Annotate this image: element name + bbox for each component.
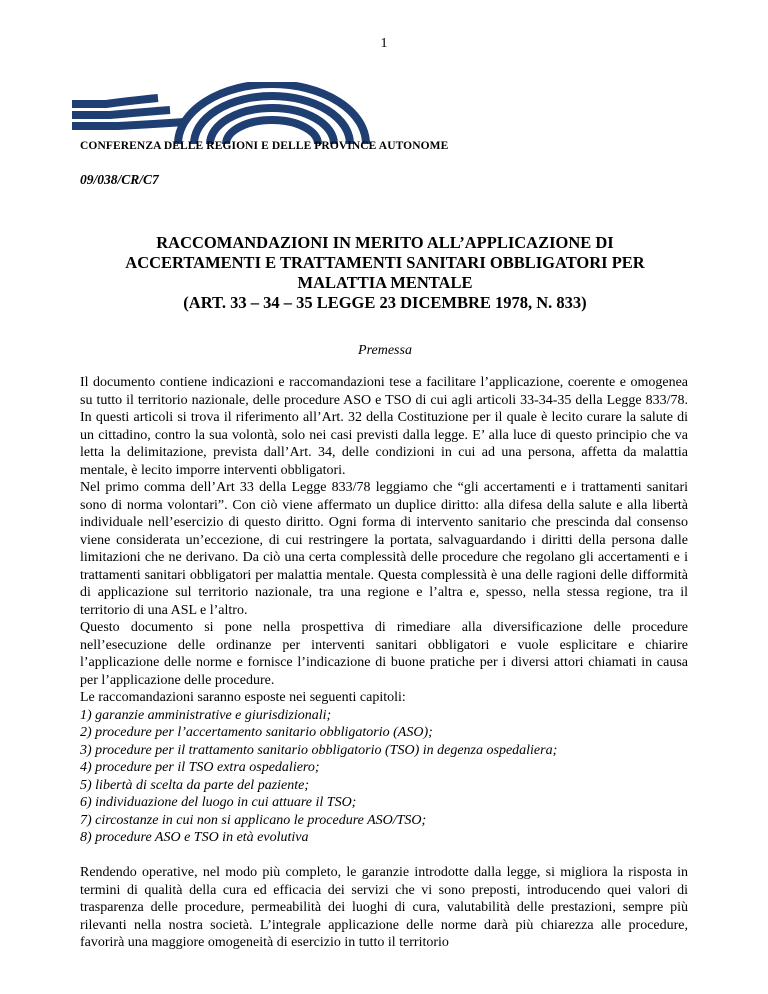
paragraph: Nel primo comma dell’Art 33 della Legge 833/78 leggiamo che “gli accertamenti e i trattamenti sanitari sono di norma volontari”. Con ciò viene affermato un duplice diritto: alla difesa della salute e alla libertà individuale nell’esercizio di questo diritto. Ogni forma di intervento sanitario che prescinda dal consenso viene considerata un’eccezione, di cui restringere la portata, salvaguardando i diritti della persona dalle limitazioni che ne derivano. Da ciò una certa complessità delle procedure che regolano gli accertamenti e i trattamenti sanitari obbligatori per malattia mentale. Questa complessità è una delle ragioni delle difformità di applicazione sul territorio nazionale, tra una regione e l’altra e, spesso, nella stessa regione, tra il territorio di una ASL e l’altro.	[80, 480, 688, 618]
closing-paragraph: Rendendo operative, nel modo più completo, le garanzie introdotte dalla legge, si migliora la risposta in termini di qualità della cura ed efficacia dei servizi che vi sono preposti, introducendo quei valori di trasparenza delle procedure, permeabilità dei luoghi di cura, valutabilità delle prestazioni, sempre più rilevanti nella nostra società. L’integrale applicazione delle norme darà più chiarezza alle procedure, favorirà una maggiore omogeneità di esercizio in tutto il territorio	[80, 865, 688, 950]
chapter-item: 1) garanzie amministrative e giurisdizionali;	[80, 707, 332, 723]
chapter-item: 8) procedure ASO e TSO in età evolutiva	[80, 830, 309, 845]
chapter-item: 7) circostanze in cui non si applicano le procedure ASO/TSO;	[80, 812, 427, 828]
title-line: (ART. 33 – 34 – 35 LEGGE 23 DICEMBRE 1978, N. 833)	[183, 293, 587, 312]
paragraph: Il documento contiene indicazioni e raccomandazioni tese a facilitare l’applicazione, coerente e omogenea su tutto il territorio nazionale, delle procedure ASO e TSO di cui agli articoli 33-34-35 della Legge 833/78. In questi articoli si trova il riferimento all’Art. 32 della Costituzione per il quale è lecito curare la salute di un cittadino, contro la sua volontà, solo nei casi previsti dalla legge. E’ alla luce di questo principio che va letta la delimitazione, prevista dall’Art. 34, delle condizioni in cui ad una persona, affetta da malattia mentale, è lecito imporre interventi obbligatori.	[80, 375, 688, 478]
chapter-list	[80, 707, 688, 847]
title-line: ACCERTAMENTI E TRATTAMENTI SANITARI OBBLIGATORI PER	[125, 253, 645, 272]
paragraph-spacer	[80, 847, 688, 865]
page-number: 1	[380, 36, 388, 51]
chapter-item: 3) procedure per il trattamento sanitario obbligatorio (TSO) in degenza ospedaliera;	[80, 742, 558, 758]
section-title: Premessa	[358, 343, 412, 358]
chapter-item: 2) procedure per l’accertamento sanitario obbligatorio (ASO);	[80, 725, 433, 740]
arc-stripes-logo-icon	[66, 82, 416, 144]
organization-name: CONFERENZA DELLE REGIONI E DELLE PROVINCE AUTONOME	[80, 140, 449, 152]
chapter-item: 4) procedure per il TSO extra ospedaliero;	[80, 760, 320, 775]
document-code: 09/038/CR/C7	[80, 172, 159, 187]
chapter-item: 6) individuazione del luogo in cui attuare il TSO;	[80, 795, 357, 810]
paragraph: Questo documento si pone nella prospettiva di rimediare alla diversificazione delle procedure nell’esecuzione delle ordinanze per interventi sanitari obbligatori e vuole esplicitare e chiarire l’applicazione delle norme e fornisce l’indicazione di buone pratiche per i diversi attori chiamati in causa per l’applicazione delle procedure.	[80, 620, 688, 688]
document-title	[80, 233, 690, 313]
document-body	[80, 374, 688, 952]
paragraph: Le raccomandazioni saranno esposte nei seguenti capitoli:	[80, 690, 406, 705]
title-line: RACCOMANDAZIONI IN MERITO ALL’APPLICAZIONE DI	[156, 233, 614, 252]
chapter-item: 5) libertà di scelta da parte del paziente;	[80, 777, 310, 793]
title-line: MALATTIA MENTALE	[297, 273, 473, 292]
